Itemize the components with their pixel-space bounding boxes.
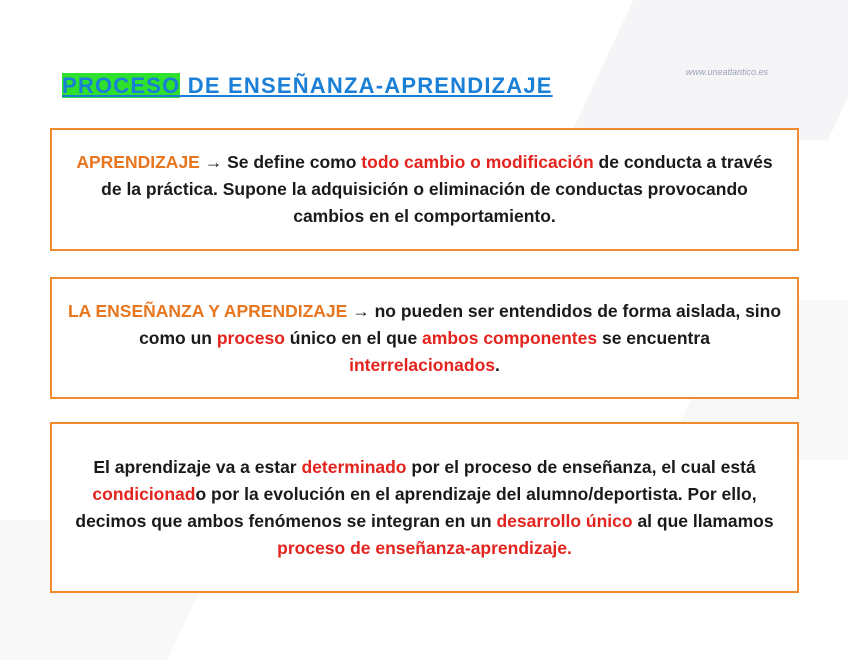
box-text-segment: Se define como bbox=[227, 152, 362, 172]
box-text-segment: El aprendizaje va a estar bbox=[93, 456, 302, 477]
box-text bbox=[64, 298, 785, 379]
box-text-segment: de conducta a través de la práctica. Supone la adquisición o eliminación de conductas provocando cambios en el comportamiento. bbox=[101, 152, 773, 226]
definition-box-aprendizaje bbox=[50, 128, 799, 251]
title-highlight: PROCESO bbox=[62, 73, 181, 98]
definition-box-ensenanza bbox=[50, 277, 799, 399]
slide-title bbox=[62, 73, 553, 99]
highlight-text: desarrollo único bbox=[496, 510, 633, 531]
watermark-url: www.uneatlantico.es bbox=[686, 67, 769, 77]
highlight-text: proceso bbox=[216, 327, 285, 348]
box-text-segment: . bbox=[495, 354, 500, 375]
box-text bbox=[64, 454, 785, 562]
explanation-box bbox=[50, 422, 799, 593]
highlight-text: todo cambio o modificación bbox=[361, 152, 594, 172]
title-rest: DE ENSEÑANZA-APRENDIZAJE bbox=[180, 73, 553, 98]
box-text-segment: o por la evolución en el aprendizaje del alumno/deportista. Por ello, decimos que ambos fenómenos se integran en un bbox=[75, 483, 757, 531]
highlight-text: ambos componentes bbox=[422, 327, 598, 348]
highlight-text: determinado bbox=[301, 456, 407, 477]
highlight-text: interrelacionados bbox=[349, 354, 495, 375]
highlight-text: proceso de enseñanza-aprendizaje. bbox=[277, 537, 572, 558]
box-text-segment: al que llamamos bbox=[632, 510, 774, 531]
highlight-text: condicionad bbox=[92, 483, 196, 504]
box-text-segment: único en el que bbox=[284, 327, 423, 348]
arrow-icon: → bbox=[199, 152, 228, 172]
arrow-icon: → bbox=[347, 300, 375, 321]
box-text-segment: no pueden ser entendidos de forma aislada, sino como un bbox=[139, 300, 782, 348]
box-text bbox=[64, 149, 785, 230]
box-text-segment: se encuentra bbox=[597, 327, 710, 348]
term-ensenanza-aprendizaje: LA ENSEÑANZA Y APRENDIZAJE bbox=[67, 300, 348, 321]
box-text-segment: por el proceso de enseñanza, el cual está bbox=[406, 456, 756, 477]
term-aprendizaje: APRENDIZAJE bbox=[76, 152, 200, 172]
